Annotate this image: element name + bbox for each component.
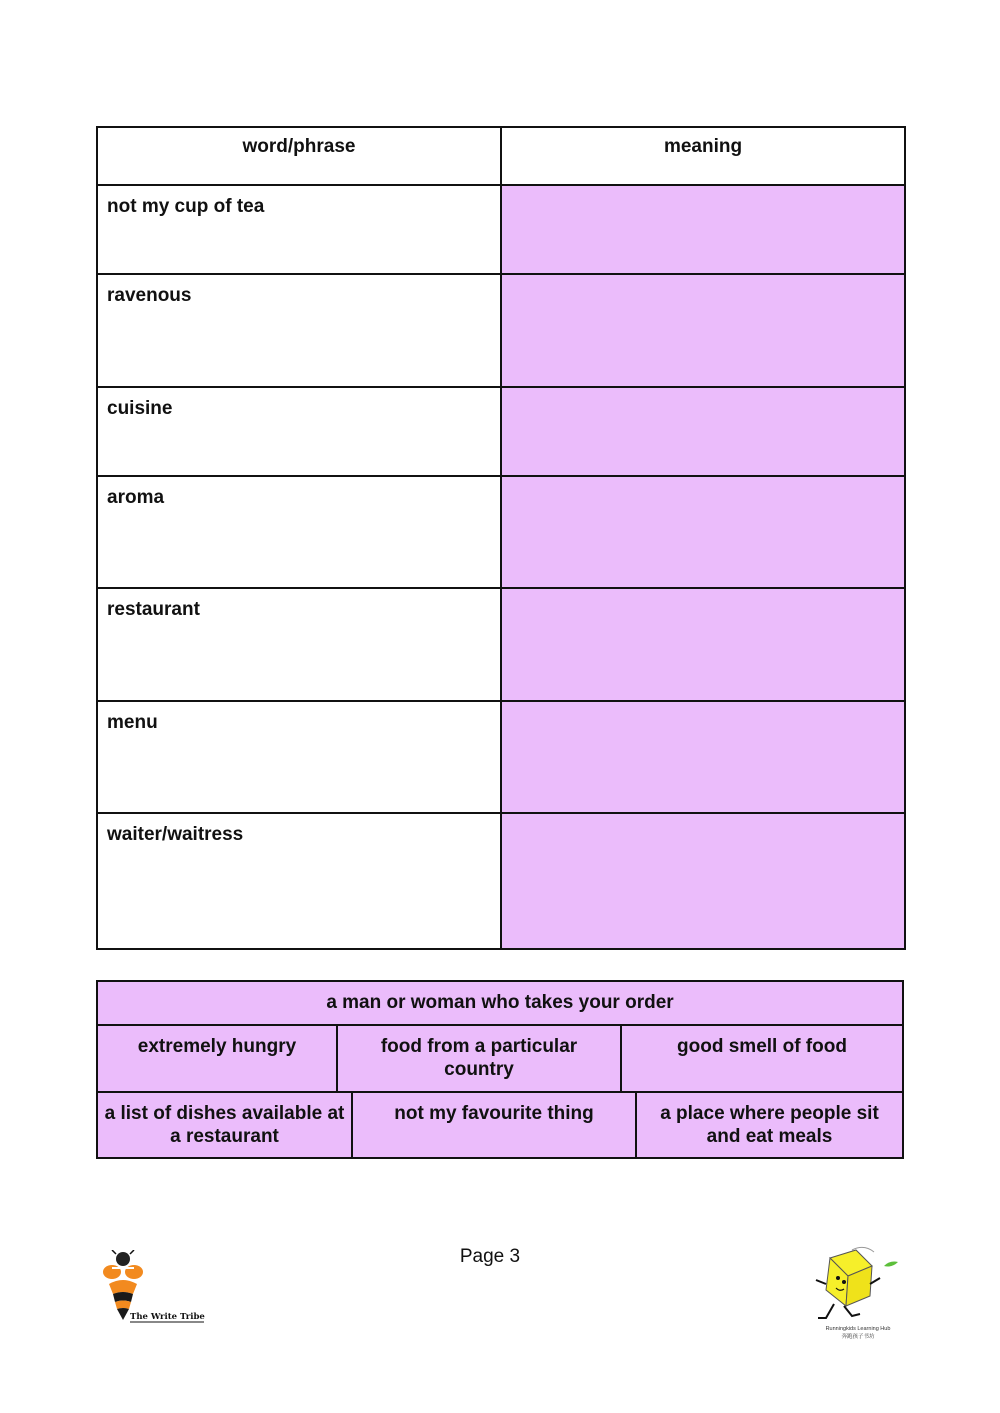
- word-cell: aroma: [97, 476, 501, 588]
- word-cell: not my cup of tea: [97, 185, 501, 274]
- table-row: [97, 476, 905, 588]
- word-cell: restaurant: [97, 588, 501, 701]
- word-bank-row: [98, 1024, 902, 1091]
- running-book-icon: [816, 1247, 898, 1318]
- runningkids-logo-text: Runningkids Learning Hub: [825, 1326, 891, 1332]
- runningkids-logo: [812, 1244, 904, 1344]
- meaning-answer-cell[interactable]: [501, 813, 905, 949]
- word-bank-item[interactable]: not my favourite thing: [351, 1093, 635, 1157]
- page-number: Page 3: [459, 1246, 521, 1267]
- word-cell: waiter/waitress: [97, 813, 501, 949]
- table-row: [97, 588, 905, 701]
- header-word-phrase: word/phrase: [97, 127, 501, 185]
- table-row: [97, 813, 905, 949]
- word-bank-item[interactable]: a list of dishes available at a restaurant: [104, 1103, 345, 1148]
- word-bank-item[interactable]: good smell of food: [620, 1026, 902, 1091]
- meaning-answer-cell[interactable]: [501, 701, 905, 813]
- vocabulary-table: [96, 126, 906, 950]
- word-bank-item[interactable]: extremely hungry: [137, 1036, 297, 1057]
- write-tribe-logo-text: The Write Tribe: [130, 1312, 205, 1322]
- word-bank-row: [98, 982, 902, 1024]
- meaning-answer-cell[interactable]: [501, 387, 905, 476]
- word-cell: menu: [97, 701, 501, 813]
- word-cell: ravenous: [97, 274, 501, 387]
- word-bank-item[interactable]: food from a particular country: [336, 1026, 620, 1091]
- meaning-answer-cell[interactable]: [501, 588, 905, 701]
- header-meaning: meaning: [501, 127, 905, 185]
- table-row: [97, 185, 905, 274]
- meaning-answer-cell[interactable]: [501, 274, 905, 387]
- table-row: [97, 701, 905, 813]
- table-header-row: [97, 127, 905, 185]
- word-bank-item[interactable]: a man or woman who takes your order: [326, 992, 674, 1013]
- table-row: [97, 274, 905, 387]
- word-bank-row: [98, 1091, 902, 1157]
- meaning-answer-cell[interactable]: [501, 185, 905, 274]
- write-tribe-logo: [100, 1250, 210, 1330]
- bee-icon: [103, 1250, 143, 1320]
- table-row: [97, 387, 905, 476]
- runningkids-logo-subtext: 奔跑孩子书坊: [841, 1334, 875, 1340]
- word-cell: cuisine: [97, 387, 501, 476]
- meaning-answer-cell[interactable]: [501, 476, 905, 588]
- word-bank-item[interactable]: a place where people sit and eat meals: [635, 1093, 902, 1157]
- word-bank: [96, 980, 904, 1159]
